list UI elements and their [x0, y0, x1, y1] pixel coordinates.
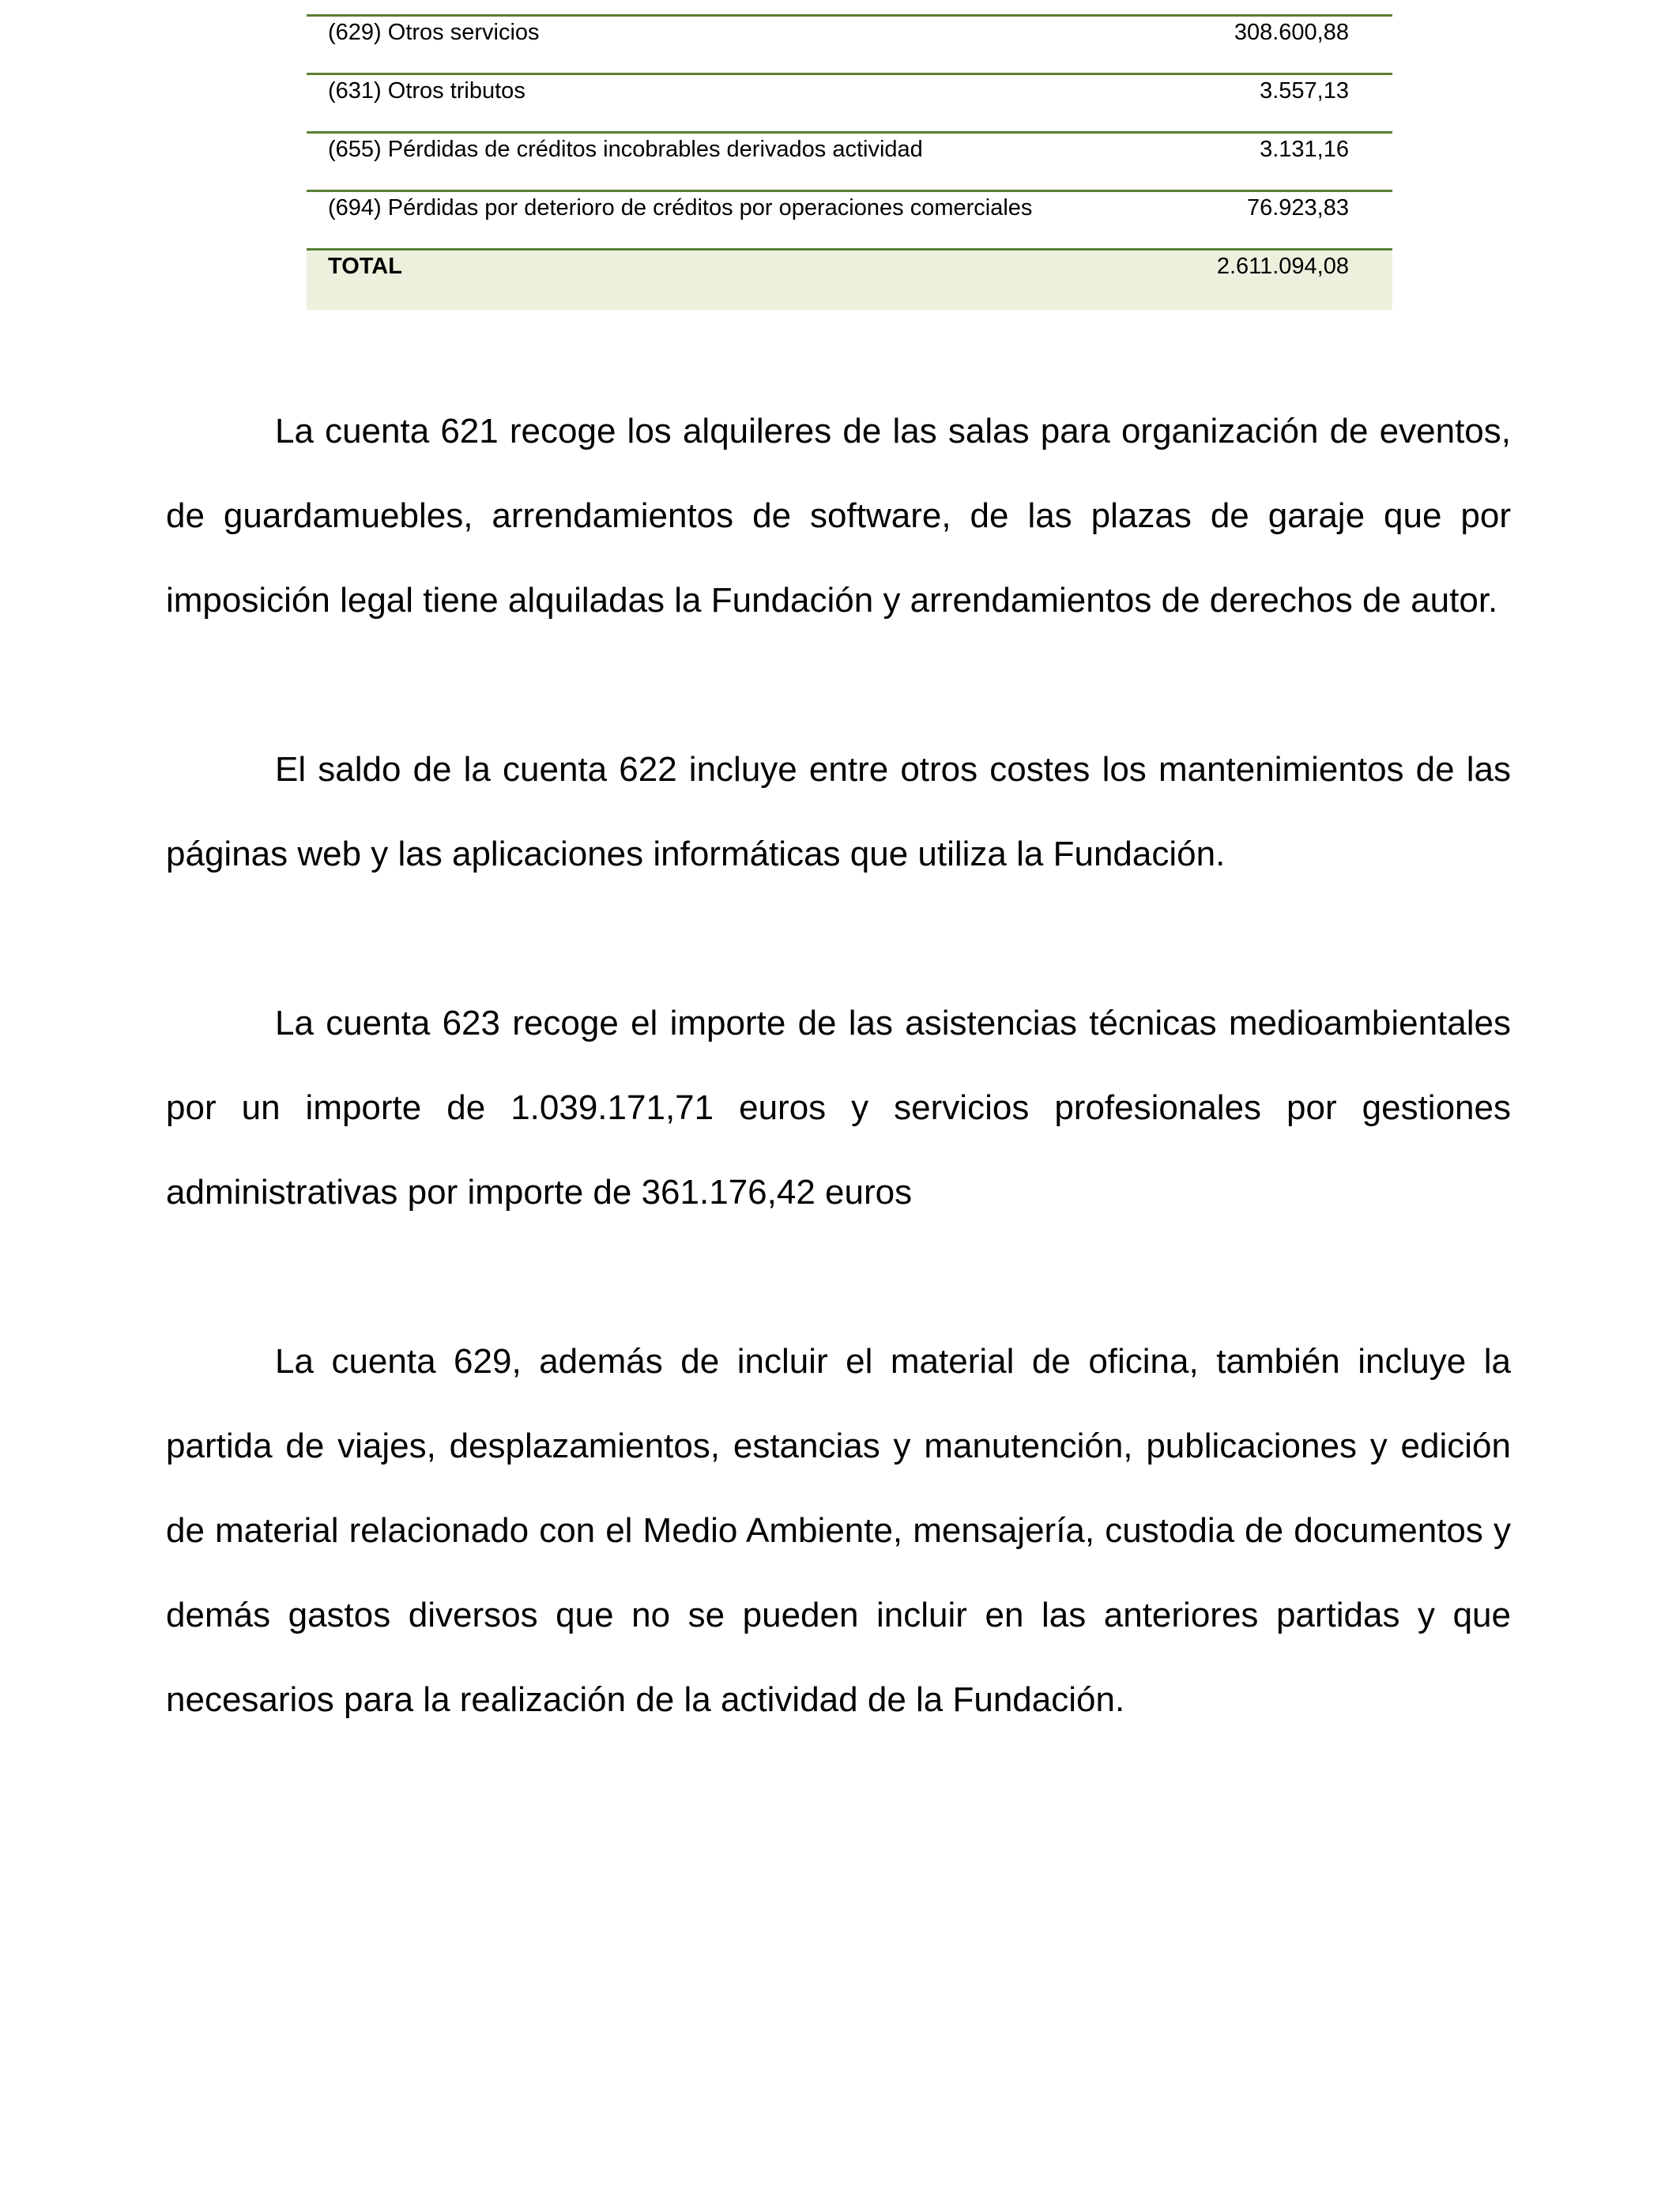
- row-amount: 308.600,88: [1234, 20, 1349, 45]
- row-amount: 3.557,13: [1260, 78, 1349, 104]
- row-label: (694) Pérdidas por deterioro de créditos por operaciones comerciales: [328, 195, 1033, 221]
- total-label: TOTAL: [328, 254, 402, 279]
- row-label: (655) Pérdidas de créditos incobrables derivados actividad: [328, 137, 923, 162]
- paragraph-cuenta-629: La cuenta 629, además de incluir el material de oficina, también incluye la partida de viajes, desplazamientos, estancias y manutención, publicaciones y edición de material relacionado con el Medio Ambiente, mensajería, custodia de documentos y demás gastos diversos que no se pueden incluir en las anteriores partidas y que necesarios para la realización de la actividad de la Fundación.: [166, 1342, 1511, 1719]
- table-row: [307, 14, 1392, 73]
- table-row: [307, 131, 1392, 190]
- total-amount: 2.611.094,08: [1216, 254, 1349, 279]
- table-total-row: [307, 248, 1392, 310]
- expense-table: [307, 14, 1392, 310]
- table-row: [307, 73, 1392, 131]
- row-label: (631) Otros tributos: [328, 78, 525, 104]
- paragraph-cuenta-621: La cuenta 621 recoge los alquileres de las salas para organización de eventos, de guardamuebles, arrendamientos de software, de las plazas de garaje que por imposición legal tiene alquiladas la Fundación y arrendamientos de derechos de autor.: [166, 412, 1511, 620]
- body-text: [166, 389, 1511, 1826]
- row-amount: 3.131,16: [1260, 137, 1349, 162]
- row-amount: 76.923,83: [1246, 195, 1349, 221]
- table-row: [307, 190, 1392, 248]
- paragraph-cuenta-622: El saldo de la cuenta 622 incluye entre otros costes los mantenimientos de las páginas web y las aplicaciones informáticas que utiliza la Fundación.: [166, 750, 1511, 873]
- row-label: (629) Otros servicios: [328, 20, 540, 45]
- paragraph-cuenta-623: La cuenta 623 recoge el importe de las asistencias técnicas medioambientales por un importe de 1.039.171,71 euros y servicios profesionales por gestiones administrativas por importe de 361.176,42 euros: [166, 1004, 1511, 1212]
